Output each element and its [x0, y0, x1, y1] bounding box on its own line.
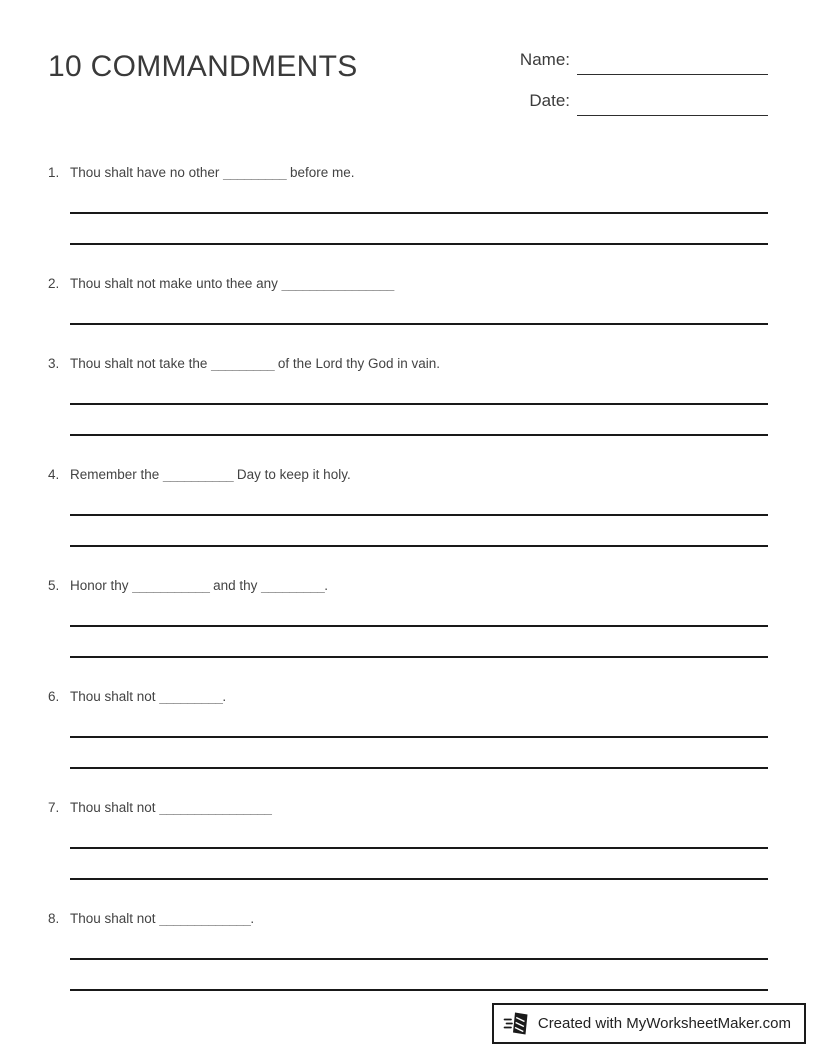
fill-in-blank: _________: [159, 689, 223, 704]
question-item-8: [48, 909, 768, 991]
answer-line: [70, 878, 768, 880]
answer-line: [70, 736, 768, 738]
question-number: 5.: [48, 578, 60, 593]
question-item-4: [48, 465, 768, 547]
answer-lines: [70, 212, 768, 245]
question-text: Honor thy ___________ and thy _________.: [70, 578, 329, 593]
answer-line: [70, 243, 768, 245]
question-item-3: [48, 354, 768, 436]
question-text: Thou shalt have no other _________ before me.: [70, 165, 355, 180]
answer-lines: [70, 514, 768, 547]
answer-line: [70, 847, 768, 849]
name-date-fields: [520, 48, 768, 132]
question-text: Thou shalt not _____________.: [70, 911, 255, 926]
name-label: Name:: [519, 50, 570, 69]
question-number: 1.: [48, 165, 60, 180]
fill-in-blank: _________: [211, 356, 275, 371]
fill-in-blank: __________: [163, 467, 234, 482]
credit-text: Created with MyWorksheetMaker.com: [537, 1015, 791, 1032]
question-text: Thou shalt not make unto thee any ________________: [70, 276, 394, 291]
answer-line: [70, 323, 768, 325]
answer-lines: [70, 323, 768, 325]
answer-line: [70, 656, 768, 658]
question-text: Thou shalt not _________.: [70, 689, 227, 704]
worksheet-header: [48, 48, 768, 132]
question-item-6: [48, 687, 768, 769]
answer-line: [70, 212, 768, 214]
answer-line: [70, 514, 768, 516]
answer-lines: [70, 403, 768, 436]
answer-line: [70, 625, 768, 627]
fill-in-blank: _________: [223, 165, 287, 180]
answer-lines: [70, 625, 768, 658]
question-text: Thou shalt not ________________: [70, 800, 272, 815]
answer-line: [70, 545, 768, 547]
question-item-5: [48, 576, 768, 658]
name-field: [577, 54, 768, 75]
answer-line: [70, 989, 768, 991]
date-field-row: [520, 91, 768, 116]
question-number: 6.: [48, 689, 60, 704]
page-title: 10 COMMANDMENTS: [48, 50, 358, 83]
answer-line: [70, 434, 768, 436]
date-label: Date:: [529, 91, 570, 110]
date-field: [577, 95, 768, 116]
fill-in-blank: _____________: [159, 911, 251, 926]
answer-line: [70, 958, 768, 960]
answer-lines: [70, 847, 768, 880]
worksheetmaker-credit-badge[interactable]: [492, 1003, 806, 1044]
question-number: 2.: [48, 276, 60, 291]
question-item-7: [48, 798, 768, 880]
answer-lines: [70, 958, 768, 991]
fill-in-blank: ___________: [132, 578, 210, 593]
answer-lines: [70, 736, 768, 769]
worksheetmaker-logo-icon: [503, 1010, 530, 1037]
question-number: 7.: [48, 800, 60, 815]
question-text: Thou shalt not take the _________ of the Lord thy God in vain.: [70, 356, 441, 371]
fill-in-blank: ________________: [281, 276, 394, 291]
fill-in-blank: ________________: [159, 800, 272, 815]
answer-line: [70, 767, 768, 769]
question-number: 3.: [48, 356, 60, 371]
question-list: [48, 163, 768, 991]
question-number: 4.: [48, 467, 60, 482]
question-item-1: [48, 163, 768, 245]
fill-in-blank: _________: [261, 578, 325, 593]
question-text: Remember the __________ Day to keep it holy.: [70, 467, 351, 482]
question-number: 8.: [48, 911, 60, 926]
question-item-2: [48, 274, 768, 325]
answer-line: [70, 403, 768, 405]
name-field-row: [520, 50, 768, 75]
